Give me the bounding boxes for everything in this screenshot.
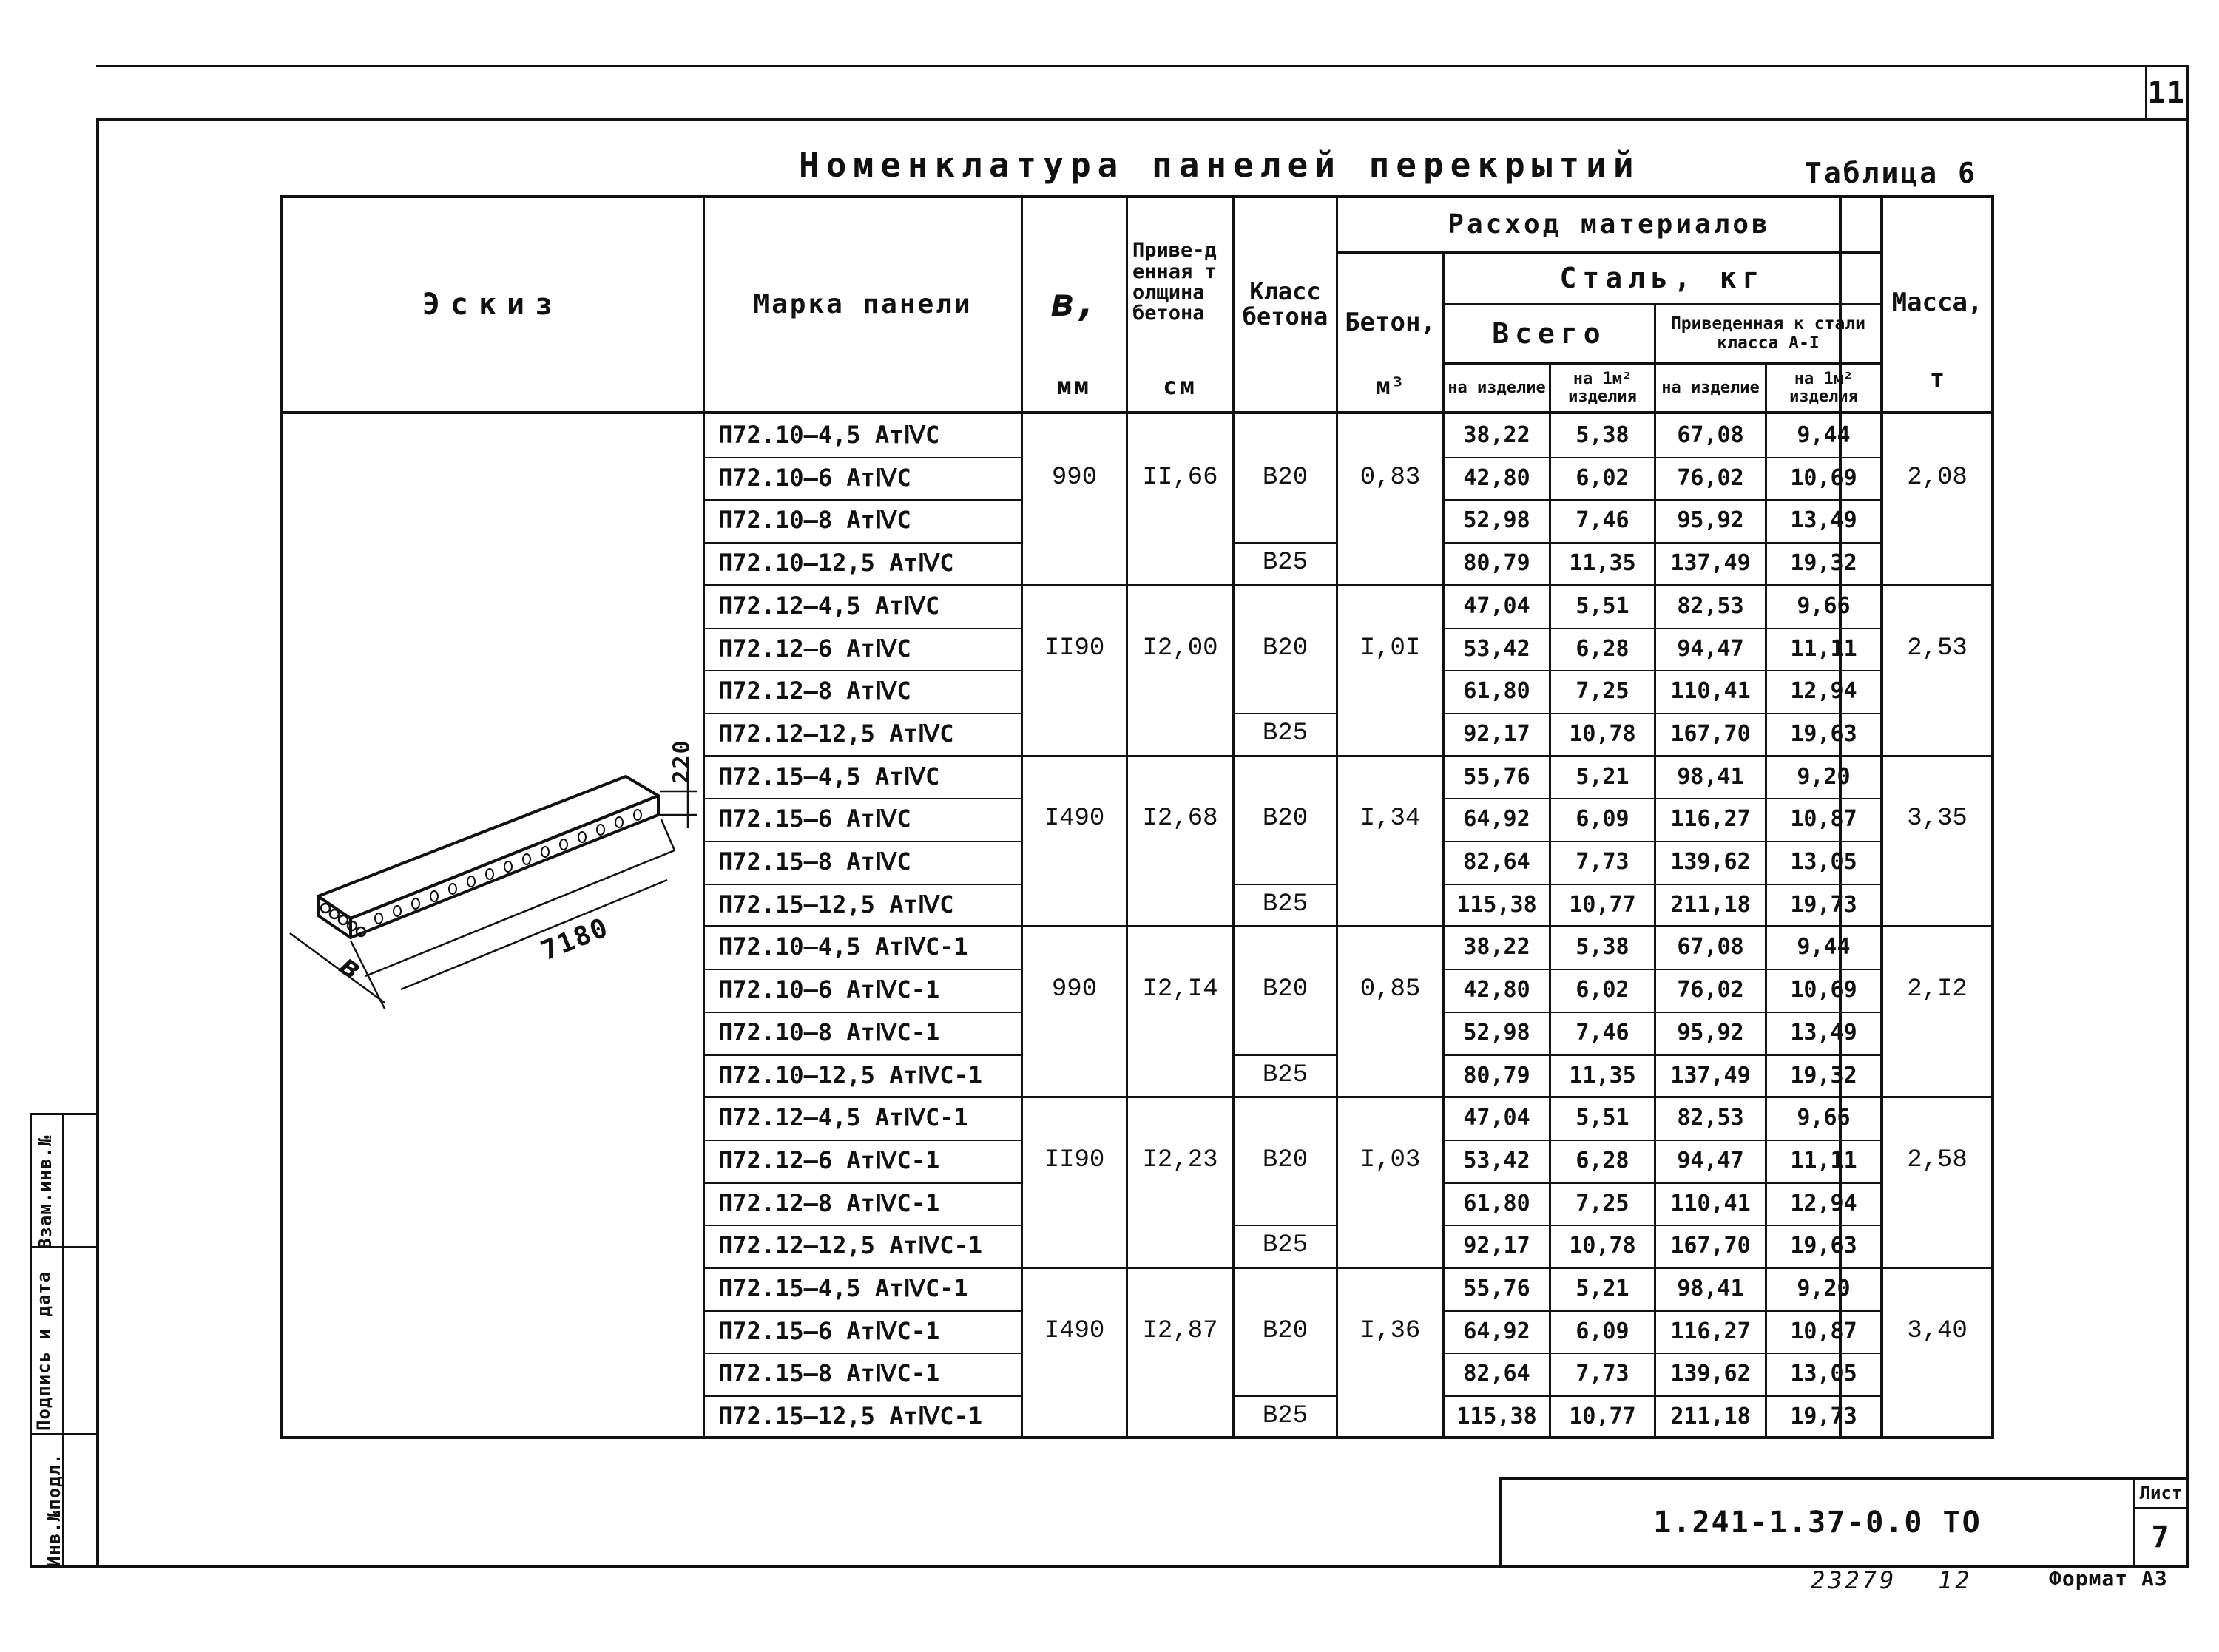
panel-mark: П72.10–4,5 АтⅣС [718,421,940,450]
frame-left [96,118,99,1568]
steel-value-r1: 137,49 [1670,550,1751,577]
sketch-length-label: 7180 [536,912,613,967]
steel-value-s2: 7,25 [1575,678,1629,705]
concrete-volume: 0,85 [1360,975,1421,1004]
steel-value-r1: 82,53 [1677,592,1744,619]
steel-value-s1: 61,80 [1463,678,1530,705]
frame-top [96,118,2189,121]
steel-value-r1: 94,47 [1677,635,1744,662]
steel-value-r2: 12,94 [1790,1190,1857,1216]
steel-value-s1: 64,92 [1463,1318,1530,1344]
steel-value-s1: 80,79 [1463,1062,1530,1089]
table-label: Таблица 6 [1805,157,1977,189]
steel-value-r1: 167,70 [1670,1233,1751,1259]
footer-format: Формат А3 [2049,1566,2168,1591]
steel-value-r1: 211,18 [1670,891,1751,918]
steel-value-s2: 5,21 [1575,763,1629,790]
panel-mark: П72.15–4,5 АтⅣС [718,762,940,791]
steel-value-r1: 67,08 [1677,422,1744,449]
steel-value-s2: 5,21 [1575,1276,1629,1302]
header-reduced: Приведенная к стали класса А-I [1670,314,1866,353]
steel-value-r2: 19,32 [1790,550,1857,577]
steel-value-s1: 92,17 [1463,720,1530,747]
panel-mark: П72.15–6 АтⅣС [718,805,911,833]
reduced-thickness: I2,68 [1142,805,1218,833]
steel-value-r1: 95,92 [1677,507,1744,534]
steel-value-s1: 52,98 [1463,507,1530,534]
steel-value-r1: 139,62 [1670,1361,1751,1387]
panel-mark: П72.10–12,5 АтⅣС [718,549,954,578]
steel-value-s1: 115,38 [1456,891,1537,918]
panel-mass: 3,40 [1907,1316,1968,1345]
panel-mark: П72.10–8 АтⅣС [718,506,911,535]
header-mark: Марка панели [753,289,973,320]
concrete-class: B20 [1262,805,1308,833]
panel-sketch [283,732,697,1043]
steel-value-s2: 7,73 [1575,849,1629,876]
header-per-m2: на 1м² изделия [1568,370,1637,406]
steel-value-r2: 9,20 [1797,763,1851,790]
panel-mark: П72.15–6 АтⅣС-1 [718,1316,940,1345]
table-right-edge [1991,195,1994,1439]
steel-value-r1: 137,49 [1670,1062,1751,1089]
panel-mass: 2,53 [1907,634,1968,663]
steel-value-r1: 98,41 [1677,763,1744,790]
concrete-volume: I,34 [1360,805,1421,833]
steel-value-s2: 7,46 [1575,1019,1629,1046]
concrete-volume: 0,83 [1360,463,1421,492]
steel-value-s1: 42,80 [1463,977,1530,1003]
sheet-corner-number: 11 [2147,76,2186,110]
steel-value-r1: 110,41 [1670,1190,1751,1216]
panel-mark: П72.12–8 АтⅣС-1 [718,1188,940,1217]
steel-value-s2: 5,38 [1575,422,1629,449]
panel-mark: П72.12–4,5 АтⅣС [718,591,940,620]
steel-value-r2: 19,63 [1790,1233,1857,1259]
panel-mark: П72.10–4,5 АтⅣС-1 [718,932,968,961]
panel-mark: П72.10–6 АтⅣС-1 [718,975,940,1004]
concrete-class-alt: B25 [1262,1402,1308,1431]
steel-value-r2: 13,49 [1790,507,1857,534]
steel-value-r2: 19,73 [1790,1404,1857,1430]
panel-mark: П72.15–4,5 АтⅣС-1 [718,1274,968,1303]
steel-value-s2: 5,51 [1575,592,1629,619]
steel-value-r2: 13,05 [1790,849,1857,876]
panel-mark: П72.12–6 АтⅣС-1 [718,1145,940,1174]
steel-value-r2: 12,94 [1790,678,1857,705]
steel-value-r1: 211,18 [1670,1404,1751,1430]
steel-value-s1: 38,22 [1463,934,1530,961]
steel-value-s1: 64,92 [1463,806,1530,833]
steel-value-r2: 19,32 [1790,1062,1857,1089]
steel-value-r2: 11,11 [1790,635,1857,662]
header-width-symbol: в, [1051,280,1098,325]
header-concrete-unit: м³ [1376,372,1405,401]
steel-value-r1: 110,41 [1670,678,1751,705]
steel-value-s1: 82,64 [1463,1361,1530,1387]
steel-value-r2: 19,73 [1790,891,1857,918]
steel-value-r2: 10,69 [1790,464,1857,491]
steel-value-r2: 9,20 [1797,1276,1851,1302]
steel-value-r2: 19,63 [1790,720,1857,747]
steel-value-r2: 9,44 [1797,422,1851,449]
panel-mark: П72.15–8 АтⅣС-1 [718,1359,940,1388]
steel-value-s2: 6,28 [1575,1147,1629,1174]
stamp-replacement-inv: Взам.инв.№ [35,1134,55,1249]
steel-value-r1: 95,92 [1677,1019,1744,1046]
reduced-thickness: I2,23 [1142,1145,1218,1174]
header-steel: Сталь, кг [1559,262,1766,295]
steel-value-s2: 6,09 [1575,1318,1629,1344]
header-sketch: Эскиз [422,288,564,322]
steel-value-s2: 6,02 [1575,977,1629,1003]
steel-value-s1: 55,76 [1463,1276,1530,1302]
header-mass-unit: т [1929,364,1945,394]
sheet-label: Лист [2139,1483,2183,1504]
reduced-thickness: I2,87 [1142,1316,1218,1345]
steel-value-r2: 10,69 [1790,977,1857,1003]
document-code: 1.241-1.37-0.0 ТО [1653,1506,1982,1540]
reduced-thickness: I2,00 [1142,634,1218,663]
steel-value-s2: 5,51 [1575,1105,1629,1131]
steel-value-s2: 7,25 [1575,1190,1629,1216]
concrete-class-alt: B25 [1262,1231,1308,1260]
panel-mark: П72.15–8 АтⅣС [718,847,911,876]
header-total: Всего [1492,316,1607,350]
steel-value-r2: 10,87 [1790,1318,1857,1344]
header-mass: Масса, [1891,288,1983,318]
steel-value-r2: 10,87 [1790,806,1857,833]
steel-value-s1: 47,04 [1463,1105,1530,1131]
concrete-class: B20 [1262,634,1308,663]
concrete-volume: I,36 [1360,1316,1421,1345]
panel-mark: П72.15–12,5 АтⅣС-1 [718,1402,983,1431]
steel-value-s1: 92,17 [1463,1233,1530,1259]
steel-value-r1: 98,41 [1677,1276,1744,1302]
steel-value-r1: 139,62 [1670,849,1751,876]
steel-value-r2: 13,49 [1790,1019,1857,1046]
steel-value-r1: 116,27 [1670,1318,1751,1344]
steel-value-r1: 116,27 [1670,806,1751,833]
panel-width: 990 [1051,463,1098,492]
steel-value-r1: 76,02 [1677,977,1744,1003]
sheet-number: 7 [2151,1520,2171,1554]
panel-mass: 3,35 [1907,805,1968,833]
panel-mass: 2,58 [1907,1145,1968,1174]
steel-value-r1: 67,08 [1677,934,1744,961]
concrete-class: B20 [1262,463,1308,492]
steel-value-s2: 10,78 [1569,720,1636,747]
steel-value-s1: 53,42 [1463,1147,1530,1174]
header-concrete: Бетон, [1345,308,1436,338]
concrete-volume: I,03 [1360,1145,1421,1174]
header-width-unit: мм [1057,372,1092,401]
panel-width: II90 [1044,1145,1105,1174]
steel-value-s2: 10,78 [1569,1233,1636,1259]
steel-value-s2: 7,46 [1575,507,1629,534]
reduced-thickness: II,66 [1142,463,1218,492]
steel-value-s1: 38,22 [1463,422,1530,449]
panel-mark: П72.12–12,5 АтⅣС [718,719,954,748]
page-title: Номенклатура панелей перекрытий [799,145,1641,185]
header-per-m2-2: на 1м² изделия [1789,370,1858,406]
steel-value-r1: 82,53 [1677,1105,1744,1131]
concrete-class-alt: B25 [1262,890,1308,918]
panel-mark: П72.12–12,5 АтⅣС-1 [718,1231,983,1260]
header-concrete-class: Класс бетона [1242,277,1328,331]
steel-value-r2: 13,05 [1790,1361,1857,1387]
steel-value-s1: 52,98 [1463,1019,1530,1046]
footer-inv-no: 23279 [1811,1566,1897,1594]
steel-value-r2: 9,66 [1797,1105,1851,1131]
header-materials: Расход материалов [1448,209,1771,240]
steel-value-s1: 42,80 [1463,464,1530,491]
steel-value-s1: 80,79 [1463,550,1530,577]
steel-value-s2: 5,38 [1575,934,1629,961]
steel-value-s1: 82,64 [1463,849,1530,876]
header-per-item-2: на изделие [1661,378,1760,397]
concrete-class-alt: B25 [1262,719,1308,748]
steel-value-s2: 7,73 [1575,1361,1629,1387]
panel-mark: П72.12–6 АтⅣС [718,634,911,663]
steel-value-r2: 9,44 [1797,934,1851,961]
header-thickness-unit: см [1163,372,1198,401]
panel-mass: 2,08 [1907,463,1968,492]
steel-value-s1: 61,80 [1463,1190,1530,1216]
steel-value-s2: 11,35 [1569,1062,1636,1089]
steel-value-s2: 6,28 [1575,635,1629,662]
steel-value-r1: 94,47 [1677,1147,1744,1174]
header-thickness: Приве-денная толщина бетона [1132,239,1217,325]
panel-mark: П72.10–6 АтⅣС [718,463,911,492]
concrete-class-alt: B25 [1262,549,1308,578]
top-border-line [96,65,2189,67]
panel-width: I490 [1044,1316,1105,1345]
steel-value-s2: 10,77 [1569,1404,1636,1430]
concrete-class-alt: B25 [1262,1060,1308,1089]
steel-value-r2: 11,11 [1790,1147,1857,1174]
concrete-class: B20 [1262,975,1308,1004]
stamp-signature-date: Подпись и дата [33,1270,54,1431]
sketch-width-label: в [334,948,369,988]
frame-right [2186,65,2189,1568]
panel-mass: 2,I2 [1907,975,1968,1004]
panel-mark: П72.12–4,5 АтⅣС-1 [718,1103,968,1132]
panel-width: II90 [1044,634,1105,663]
panel-mark: П72.15–12,5 АтⅣС [718,890,954,918]
steel-value-r1: 167,70 [1670,720,1751,747]
reduced-thickness: I2,I4 [1142,975,1218,1004]
steel-value-r2: 9,66 [1797,592,1851,619]
steel-value-s2: 11,35 [1569,550,1636,577]
steel-value-r1: 76,02 [1677,464,1744,491]
panel-mark: П72.12–8 АтⅣС [718,677,911,705]
stamp-inv-no: Инв.№подл. [44,1452,64,1567]
steel-value-s1: 53,42 [1463,635,1530,662]
panel-width: 990 [1051,975,1098,1004]
steel-value-s2: 6,02 [1575,464,1629,491]
header-per-item: на изделие [1448,378,1546,397]
steel-value-s1: 55,76 [1463,763,1530,790]
steel-value-s2: 6,09 [1575,806,1629,833]
panel-mark: П72.10–8 АтⅣС-1 [718,1018,940,1046]
concrete-class: B20 [1262,1316,1308,1345]
panel-width: I490 [1044,805,1105,833]
panel-mark: П72.10–12,5 АтⅣС-1 [718,1060,983,1089]
steel-value-s1: 115,38 [1456,1404,1537,1430]
steel-value-s1: 47,04 [1463,592,1530,619]
concrete-volume: I,0I [1360,634,1421,663]
sketch-height-label: 220 [669,739,695,784]
footer-copy-no: 12 [1938,1566,1973,1594]
concrete-class: B20 [1262,1145,1308,1174]
steel-value-s2: 10,77 [1569,891,1636,918]
